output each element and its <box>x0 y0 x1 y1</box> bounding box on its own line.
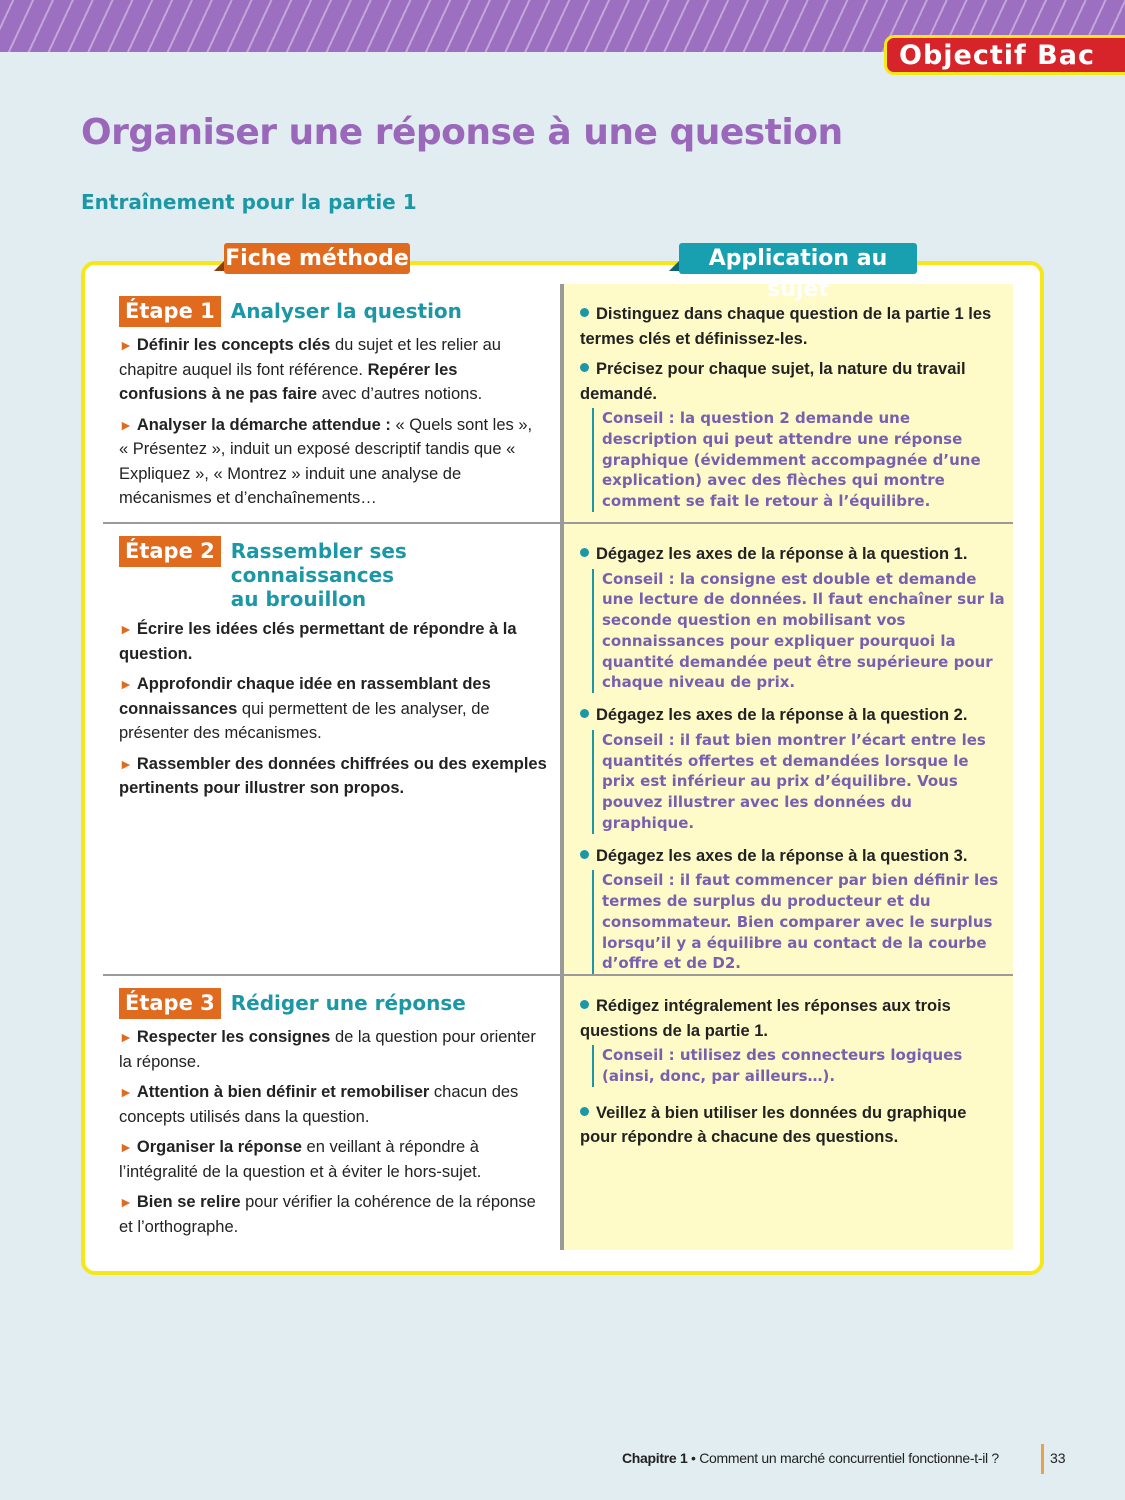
triangle-bullet-icon: ► <box>119 676 133 692</box>
objectif-bac-badge <box>884 35 1125 75</box>
bullet-dot-icon <box>580 709 589 718</box>
row-divider-1 <box>103 522 1013 524</box>
step-title <box>231 536 549 611</box>
column-divider <box>560 284 564 1250</box>
step-title-line: Analyser la question <box>230 299 462 323</box>
page-title: Organiser une réponse à une question <box>81 112 843 153</box>
bullet-dot-icon <box>580 308 589 317</box>
step-1 <box>119 296 539 511</box>
application-bullet: Dégagez les axes de la réponse à la question 3. <box>580 844 1005 869</box>
page-subtitle: Entraînement pour la partie 1 <box>81 190 417 214</box>
step-item: ► Rassembler des données chiffrées ou des exemples pertinents pour illustrer son propos. <box>119 754 547 797</box>
step-item: ► Respecter les consignes de la question pour orienter la réponse. <box>119 1028 536 1071</box>
tab-application-sujet: Application au sujet <box>679 243 917 274</box>
application-bullet: Veillez à bien utiliser les données du graphique pour répondre à chacune des questions. <box>580 1103 967 1147</box>
page-number: 33 <box>1050 1450 1066 1466</box>
conseil-note: Conseil : utilisez des connecteurs logiques (ainsi, donc, par ailleurs…). <box>592 1045 1005 1087</box>
bullet-dot-icon <box>580 1000 589 1009</box>
step-item: ► Définir les concepts clés du sujet et les relier au chapitre auquel ils font référence. Repérer les confusions à ne pas faire avec d’autres notions. <box>119 336 501 403</box>
application-row-1 <box>580 296 1005 518</box>
step-item: ► Écrire les idées clés permettant de répondre à la question. <box>119 620 517 663</box>
triangle-bullet-icon: ► <box>119 416 133 433</box>
step-badge: Étape 1 <box>119 296 221 327</box>
triangle-bullet-icon: ► <box>119 621 133 637</box>
page-footer <box>0 1450 1125 1470</box>
step-item: ► Organiser la réponse en veillant à répondre à l’intégralité de la question et à éviter le hors-sujet. <box>119 1138 482 1181</box>
conseil-note: Conseil : il faut bien montrer l’écart entre les quantités offertes et demandées lorsque le prix est inférieur au prix d’équilibre. Vous pouvez illustrer avec les données du graphique. <box>592 730 1005 834</box>
step-title-line: Rassembler ses connaissances <box>230 539 407 587</box>
bullet-dot-icon <box>580 1107 589 1116</box>
step-item: ► Attention à bien définir et remobiliser chacun des concepts utilisés dans la question. <box>119 1083 519 1126</box>
tab-fiche-methode: Fiche méthode <box>224 243 410 274</box>
application-bullet: Distinguez dans chaque question de la partie 1 les termes clés et définissez-les. <box>580 305 992 348</box>
application-bullet: Rédigez intégralement les réponses aux trois questions de la partie 1. <box>580 997 951 1040</box>
objectif-bac-label: Objectif Bac <box>899 40 1095 71</box>
application-bullet: Précisez pour chaque sujet, la nature du travail demandé. <box>580 360 966 403</box>
triangle-bullet-icon: ► <box>119 1194 133 1210</box>
step-badge: Étape 3 <box>119 988 221 1019</box>
step-3 <box>119 988 544 1239</box>
step-item: ► Bien se relire pour vérifier la cohérence de la réponse et l’orthographe. <box>119 1193 536 1236</box>
step-title-line: au brouillon <box>230 587 367 611</box>
conseil-note: Conseil : il faut commencer par bien définir les termes de surplus du producteur et du consommateur. Bien comparer avec le surplus lorsqu’il y a équilibre au contact de la courbe d’offre et de D2. <box>592 870 1005 974</box>
footer-separator <box>1041 1444 1044 1474</box>
triangle-bullet-icon: ► <box>119 1084 133 1100</box>
bullet-dot-icon <box>580 363 589 372</box>
footer-chapter: Chapitre 1 • Comment un marché concurrentiel fonctionne-t-il ? <box>622 1450 999 1466</box>
conseil-note: Conseil : la consigne est double et demande une lecture de données. Il faut enchaîner sur la seconde question en mobilisant vos connaissances pour expliquer pourquoi la quantité demandée peut être supérieure pour chaque niveau de prix. <box>592 569 1005 694</box>
triangle-bullet-icon: ► <box>119 1139 133 1155</box>
step-title <box>231 296 462 323</box>
application-row-2 <box>580 536 1005 980</box>
triangle-bullet-icon: ► <box>119 755 133 772</box>
step-title <box>231 988 466 1015</box>
triangle-bullet-icon: ► <box>119 1029 133 1045</box>
conseil-note: Conseil : la question 2 demande une description qui peut attendre une réponse graphique (évidemment accompagnée d’une explication) avec des flèches qui montre comment se fait le retour à l’équilibre. <box>592 408 1005 512</box>
bullet-dot-icon <box>580 850 589 859</box>
step-badge: Étape 2 <box>119 536 221 567</box>
application-bullet: Dégagez les axes de la réponse à la question 1. <box>580 542 1005 567</box>
step-item: ► Approfondir chaque idée en rassemblant des connaissances qui permettent de les analyser, de présenter des mécanismes. <box>119 675 491 742</box>
application-row-3 <box>580 988 1005 1150</box>
step-title-line: Rédiger une réponse <box>230 991 466 1015</box>
step-2 <box>119 536 549 801</box>
step-item: ► Analyser la démarche attendue : « Quels sont les », « Présentez », induit un exposé descriptif tandis que « Expliquez », « Montrez » induit une analyse de mécanismes et d’enchaînements… <box>119 415 533 507</box>
triangle-bullet-icon: ► <box>119 337 133 353</box>
bullet-dot-icon <box>580 548 589 557</box>
application-bullet: Dégagez les axes de la réponse à la question 2. <box>580 703 1005 728</box>
